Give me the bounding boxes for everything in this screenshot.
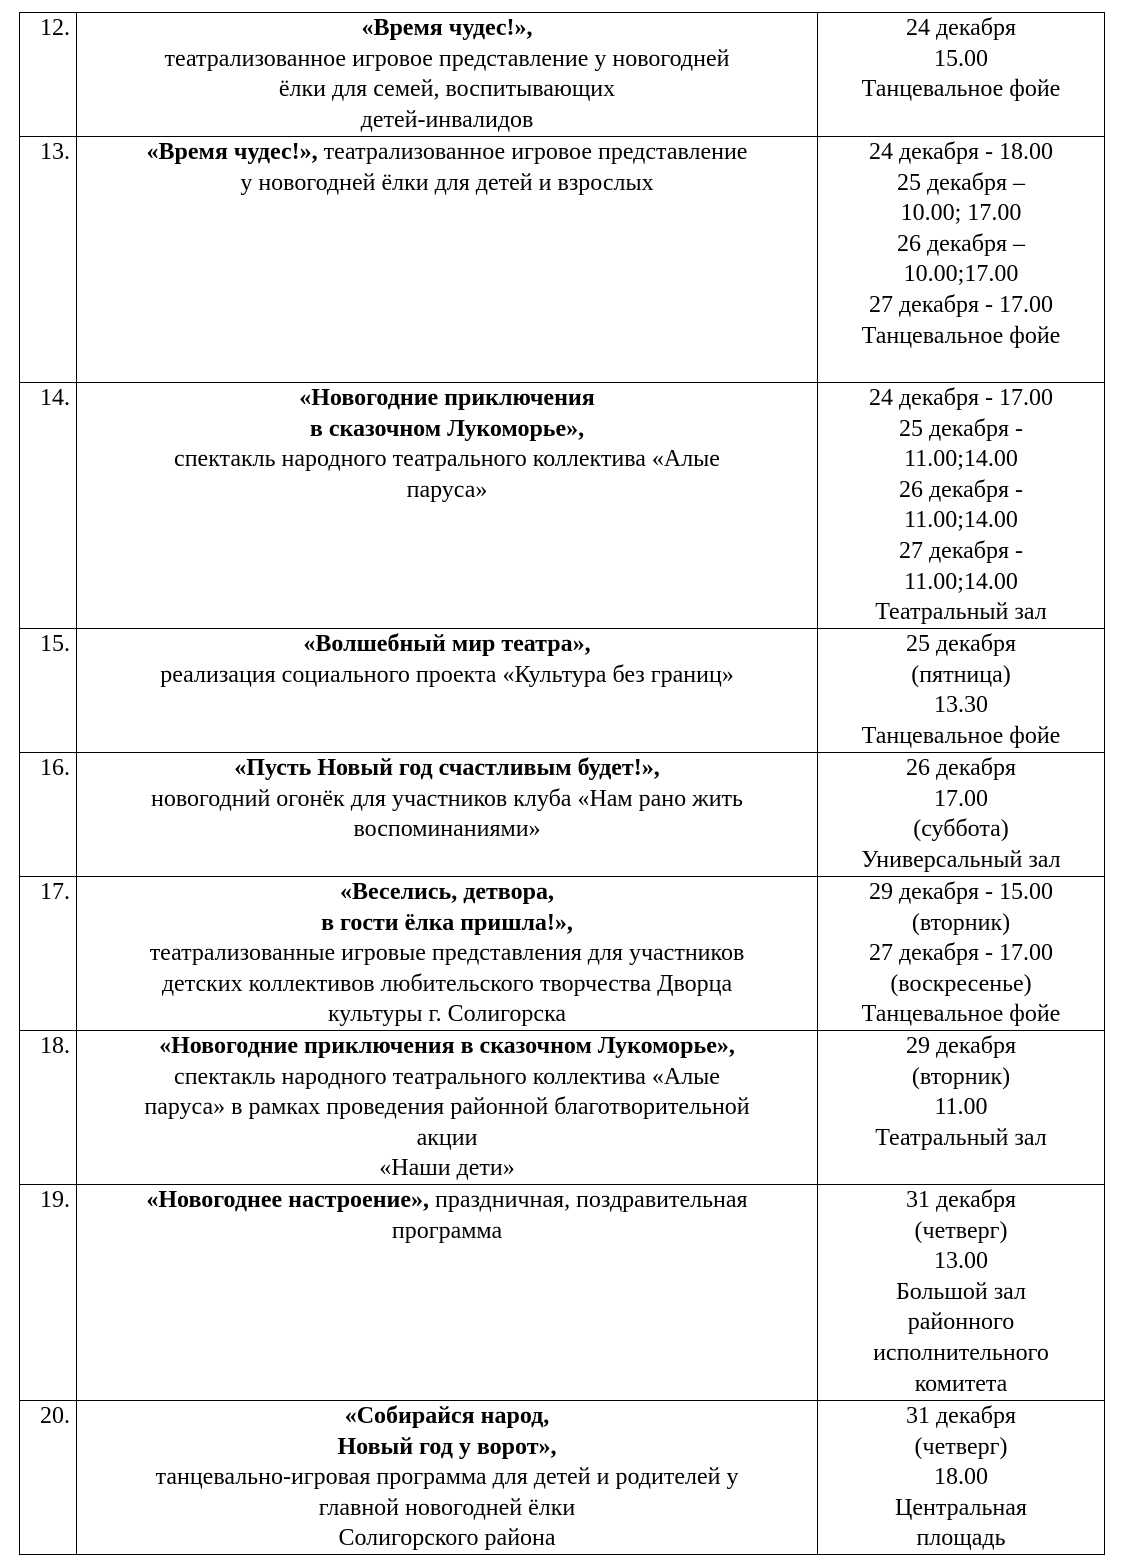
event-title: «Пусть Новый год счастливым будет!», — [234, 755, 660, 781]
event-row — [20, 753, 1105, 877]
event-title: «Веселись, детвора, — [340, 879, 554, 905]
event-description-text: спектакль народного театрального коллектива «Алые — [174, 1063, 720, 1090]
event-title: «Новогодние приключения в сказочном Лукоморье», — [159, 1033, 735, 1059]
event-description-text: театрализованное игровое представление — [317, 139, 748, 165]
event-description-text: «Наши дети» — [379, 1155, 515, 1182]
event-date-line: 11.00 — [934, 1094, 988, 1121]
event-title-line — [77, 753, 817, 784]
event-date-line: 29 декабря — [905, 1033, 1017, 1059]
event-date-place — [818, 383, 1105, 629]
event-description-text: культуры г. Солигорска — [327, 1001, 567, 1028]
event-number: 14. — [20, 383, 77, 629]
event-number: 18. — [20, 1031, 77, 1185]
event-date-line: Танцевальное фойе — [861, 722, 1061, 749]
event-date-line: 15.00 — [934, 45, 988, 72]
event-title-line — [77, 629, 817, 660]
event-date-place — [818, 877, 1105, 1031]
event-description-text: спектакль народного театрального коллектива «Алые — [174, 446, 720, 473]
event-title-line — [77, 1031, 817, 1062]
event-date-place — [818, 1031, 1105, 1185]
event-title: «Собирайся народ, — [344, 1403, 550, 1429]
event-number: 20. — [20, 1401, 77, 1555]
event-date-line: Танцевальное фойе — [861, 1001, 1061, 1028]
event-date-line: 31 декабря — [905, 1403, 1017, 1429]
event-date-place — [818, 137, 1105, 383]
event-number: 15. — [20, 629, 77, 753]
event-description-text: Солигорского района — [338, 1525, 556, 1552]
event-date-line: комитета — [914, 1370, 1008, 1397]
event-row — [20, 13, 1105, 137]
event-description-text: акции — [416, 1124, 478, 1151]
event-title-line — [77, 877, 817, 908]
event-description-text: театрализованные игровые представления для участников — [149, 940, 745, 967]
event-date-line: исполнительного — [873, 1339, 1049, 1366]
event-row — [20, 1185, 1105, 1401]
event-date-line: 11.00;14.00 — [904, 568, 1018, 595]
event-description — [77, 1031, 818, 1185]
event-row — [20, 877, 1105, 1031]
events-table — [19, 12, 1105, 1555]
event-date-line: 10.00; 17.00 — [900, 200, 1022, 227]
event-date-line: 29 декабря - 15.00 — [868, 879, 1054, 905]
event-date-line: (вторник) — [911, 1063, 1011, 1090]
event-date-line: 11.00;14.00 — [904, 446, 1018, 473]
event-number: 16. — [20, 753, 77, 877]
event-description-text: реализация социального проекта «Культура без границ» — [160, 661, 734, 688]
event-title: Новый год у ворот», — [337, 1433, 557, 1460]
event-title: «Волшебный мир театра», — [303, 631, 591, 657]
event-date-line: (суббота) — [913, 816, 1009, 843]
event-number: 12. — [20, 13, 77, 137]
event-description-text: воспоминаниями» — [353, 816, 541, 843]
event-description-text: главной новогодней ёлки — [318, 1494, 576, 1521]
event-date-line: 25 декабря – — [896, 169, 1026, 196]
event-description-text: детских коллективов любительского творчества Дворца — [161, 970, 733, 997]
event-date-line: Танцевальное фойе — [861, 76, 1061, 103]
event-date-line: Центральная — [895, 1494, 1027, 1521]
event-title: в сказочном Лукоморье», — [309, 415, 585, 442]
event-description-text: программа — [391, 1217, 503, 1244]
event-title-line — [77, 1185, 817, 1216]
event-description — [77, 753, 818, 877]
event-row — [20, 629, 1105, 753]
event-description — [77, 1401, 818, 1555]
event-description-text: театрализованное игровое представление у новогодней — [164, 45, 730, 72]
event-date-line: Большой зал — [895, 1278, 1027, 1305]
event-number: 13. — [20, 137, 77, 383]
event-date-line: 24 декабря - 17.00 — [868, 385, 1054, 411]
event-date-line: 13.30 — [934, 692, 988, 719]
event-date-line: площадь — [916, 1525, 1006, 1552]
event-date-line: 11.00;14.00 — [904, 507, 1018, 534]
event-number: 19. — [20, 1185, 77, 1401]
event-date-place — [818, 1401, 1105, 1555]
event-date-line: 27 декабря - 17.00 — [868, 940, 1054, 967]
event-date-line: 24 декабря — [905, 15, 1017, 41]
event-date-line: 26 декабря - — [898, 476, 1024, 503]
event-date-line: 25 декабря — [905, 631, 1017, 657]
event-date-line: Театральный зал — [875, 599, 1047, 626]
event-date-line: Универсальный зал — [861, 846, 1061, 873]
event-title-line — [77, 137, 817, 168]
event-date-line: 27 декабря - 17.00 — [868, 291, 1054, 318]
event-title: «Новогоднее настроение», — [146, 1187, 430, 1213]
event-description-text: паруса» в рамках проведения районной благотворительной — [144, 1094, 750, 1121]
event-title: «Время чудес!», — [146, 139, 318, 165]
event-title-line — [77, 1401, 817, 1432]
event-date-line: 24 декабря - 18.00 — [868, 139, 1054, 165]
event-description-text: танцевально-игровая программа для детей и родителей у — [155, 1464, 739, 1491]
event-date-place — [818, 13, 1105, 137]
event-title-line — [77, 383, 817, 414]
event-date-line: 26 декабря – — [896, 230, 1026, 257]
event-title-line — [77, 908, 817, 939]
event-title: «Время чудес!», — [361, 15, 533, 41]
event-date-line: 27 декабря - — [898, 537, 1024, 564]
event-date-place — [818, 753, 1105, 877]
event-date-line: Танцевальное фойе — [861, 322, 1061, 349]
event-date-line: (четверг) — [914, 1217, 1008, 1244]
event-date-line: (воскресенье) — [890, 970, 1032, 997]
event-date-line: 31 декабря — [905, 1187, 1017, 1213]
event-description-text: новогодний огонёк для участников клуба «Нам рано жить — [151, 785, 743, 812]
event-row — [20, 1401, 1105, 1555]
event-title-line — [77, 414, 817, 445]
event-date-line: Театральный зал — [875, 1124, 1047, 1151]
event-row — [20, 1031, 1105, 1185]
event-date-place — [818, 1185, 1105, 1401]
event-date-line: (вторник) — [911, 909, 1011, 936]
event-row — [20, 383, 1105, 629]
event-description — [77, 137, 818, 383]
event-date-line: районного — [907, 1309, 1015, 1336]
event-description-text: у новогодней ёлки для детей и взрослых — [240, 169, 654, 196]
event-description — [77, 629, 818, 753]
event-date-line: (четверг) — [914, 1433, 1008, 1460]
event-description — [77, 877, 818, 1031]
event-description-text: паруса» — [406, 476, 488, 503]
event-number: 17. — [20, 877, 77, 1031]
event-row — [20, 137, 1105, 383]
event-date-line: 26 декабря — [905, 755, 1017, 781]
event-date-line: 25 декабря - — [898, 415, 1024, 442]
event-date-line: 10.00;17.00 — [903, 261, 1019, 288]
event-description-text: ёлки для семей, воспитывающих — [278, 76, 616, 103]
event-title: «Новогодние приключения — [299, 385, 595, 411]
event-date-line: 18.00 — [934, 1464, 988, 1491]
event-title-line — [77, 1432, 817, 1463]
event-title: в гости ёлка пришла!», — [321, 909, 573, 936]
event-description-text: праздничная, поздравительная — [429, 1187, 748, 1213]
event-description-text: детей-инвалидов — [360, 106, 534, 133]
events-table-body — [20, 13, 1105, 1555]
event-date-line: (пятница) — [911, 661, 1011, 688]
event-description — [77, 13, 818, 137]
event-description — [77, 1185, 818, 1401]
event-title-line — [77, 13, 817, 44]
event-date-line: 13.00 — [934, 1248, 988, 1275]
event-date-place — [818, 629, 1105, 753]
event-date-line: 17.00 — [934, 785, 988, 812]
event-description — [77, 383, 818, 629]
